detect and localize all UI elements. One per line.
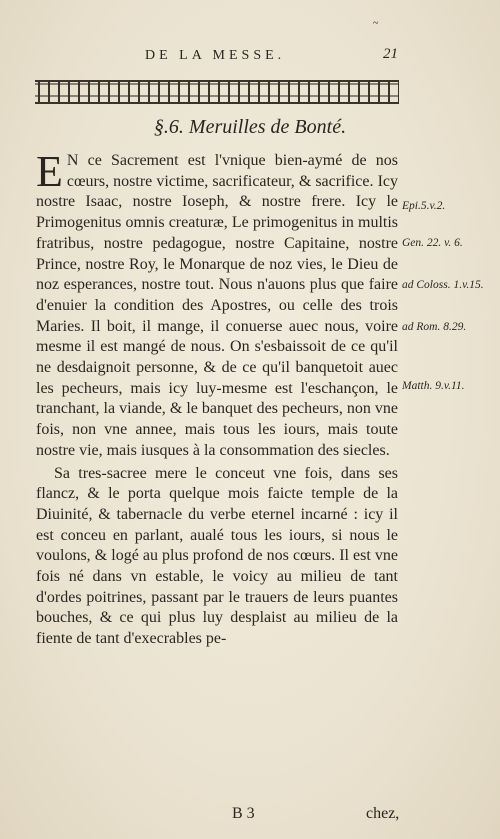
section-heading [0,116,500,139]
margin-note-1: Epi.5.v.2. [402,200,446,212]
decorative-ornament-band [35,80,399,104]
margin-note-5: Matth. 9.v.11. [402,380,465,392]
body-text [36,147,398,650]
running-head [0,48,500,68]
signature-mark: B 3 [232,805,255,822]
margin-note-4: ad Rom. 8.29. [402,321,467,333]
margin-note-2: Gen. 22. v. 6. [402,237,463,249]
section-title: Meruilles de Bonté. [188,116,347,138]
catchword: chez, [366,805,400,822]
page-footer [0,805,500,825]
paragraph-2: Sa tres-sacree mere le conceut vne fois, dans ses flancz, & le porta quelque mois faicte temple de la Diuinité, & tabernacle du verbe eternel incarné : icy il est conceu en parlant, aualé tous les iours, si nous le voulons, & logé au plus profond de nos cœurs. Il est vne fois né dans vn estable, le voicy au milieu de tant d'ordes poitrines, passant par le trauers de leurs puantes bouches, & ce qui plus luy desplaist au milieu de la fiente de tant d'execrables pe- [36,464,398,648]
page-mark: ~ [373,18,379,29]
page-number: 21 [383,46,398,62]
margin-note-3: ad Coloss. 1.v.15. [402,279,484,291]
section-number: §.6. [153,116,184,138]
paragraph-1 [36,147,398,462]
running-head-title: DE LA MESSE. [145,48,286,63]
drop-cap: E [36,147,63,196]
paragraph-1-text: N ce Sacrement est l'vnique bien-aymé de nos cœurs, nostre victime, sacrificateur, & sacrifice. Icy nostre Isaac, nostre Ioseph, & nostre frere. Icy le Primogenitus omnis creaturæ, Le primogenitus in multis fratribus, nostre pedagogue, nostre Capitaine, nostre Prince, nostre Roy, le Monarque de noz vies, le Dieu de noz esperances, nostre tout. Nous n'auons plus que faire d'enuier la condition des Apostres, ou celle des trois Maries. Il boit, il mange, il conuerse auec nous, voire mesme il est mangé de nous. On s'esbaissoit de ce qu'il ne desdaignoit personne, & de ce qu'il banquetoit auec les pecheurs, mais icy luy-mesme est l'eschançon, le tranchant, la viande, & le banquet des pecheurs, non vne fois, non vne annee, mais tous les iours, mais toute nostre vie, mais iusques à la consommation des siecles. [36,152,398,459]
